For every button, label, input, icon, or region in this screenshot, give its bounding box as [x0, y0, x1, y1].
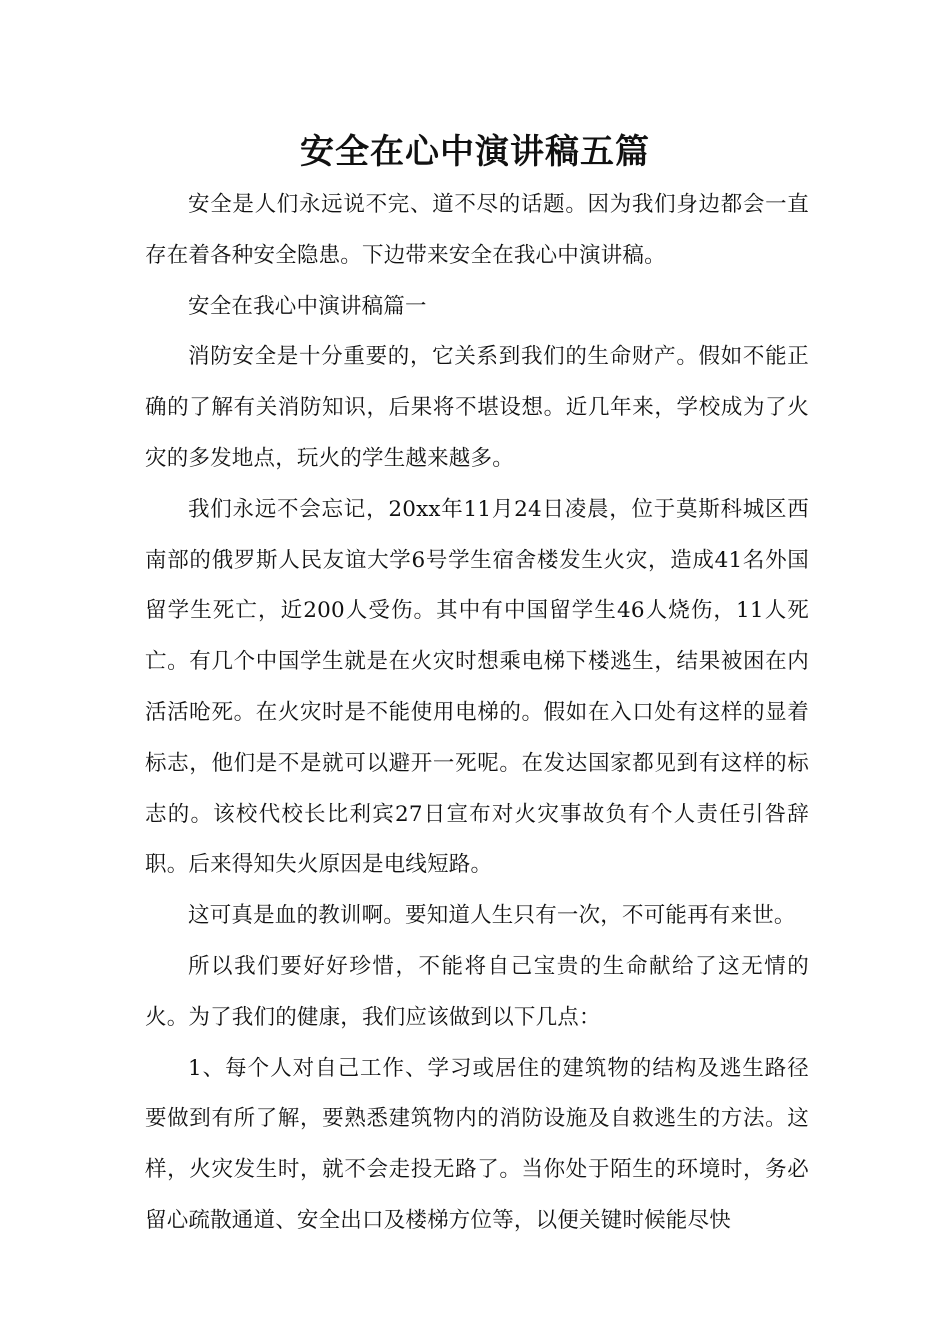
paragraph-list-item: 1、每个人对自己工作、学习或居住的建筑物的结构及逃生路径要做到有所了解，要熟悉建筑物内的消防设施及自救逃生的方法。这样，火灾发生时，就不会走投无路了。当你处于陌生的环境时，务必留心疏散通道、安全出口及楼梯方位等，以便关键时候能尽快: [145, 1055, 809, 1233]
paragraph: 消防安全是十分重要的，它关系到我们的生命财产。假如不能正确的了解有关消防知识，后果将不堪设想。近几年来，学校成为了火灾的多发地点，玩火的学生越来越多。: [145, 344, 809, 471]
section-heading: 安全在我心中演讲稿篇一: [188, 293, 427, 319]
paragraph: 我们永远不会忘记，20xx年11月24日凌晨，位于莫斯科城区西南部的俄罗斯人民友谊大学6号学生宿舍楼发生火灾，造成41名外国留学生死亡，近200人受伤。其中有中国留学生46人烧伤，11人死亡。有几个中国学生就是在火灾时想乘电梯下楼逃生，结果被困在内活活呛死。在火灾时是不能使用电梯的。假如在入口处有这样的显着标志，他们是不是就可以避开一死呢。在发达国家都见到有这样的标志的。该校代校长比利宾27日宣布对火灾事故负有个人责任引咎辞职。后来得知失火原因是电线短路。: [145, 496, 809, 878]
paragraph: 这可真是血的教训啊。要知道人生只有一次，不可能再有来世。: [188, 903, 796, 929]
paragraph: 所以我们要好好珍惜，不能将自己宝贵的生命献给了这无情的火。为了我们的健康，我们应该做到以下几点：: [145, 953, 809, 1030]
paragraph-intro: 安全是人们永远说不完、道不尽的话题。因为我们身边都会一直存在着各种安全隐患。下边带来安全在我心中演讲稿。: [145, 192, 809, 268]
document-title: 安全在心中演讲稿五篇: [300, 132, 650, 172]
document-body: [145, 180, 809, 1247]
